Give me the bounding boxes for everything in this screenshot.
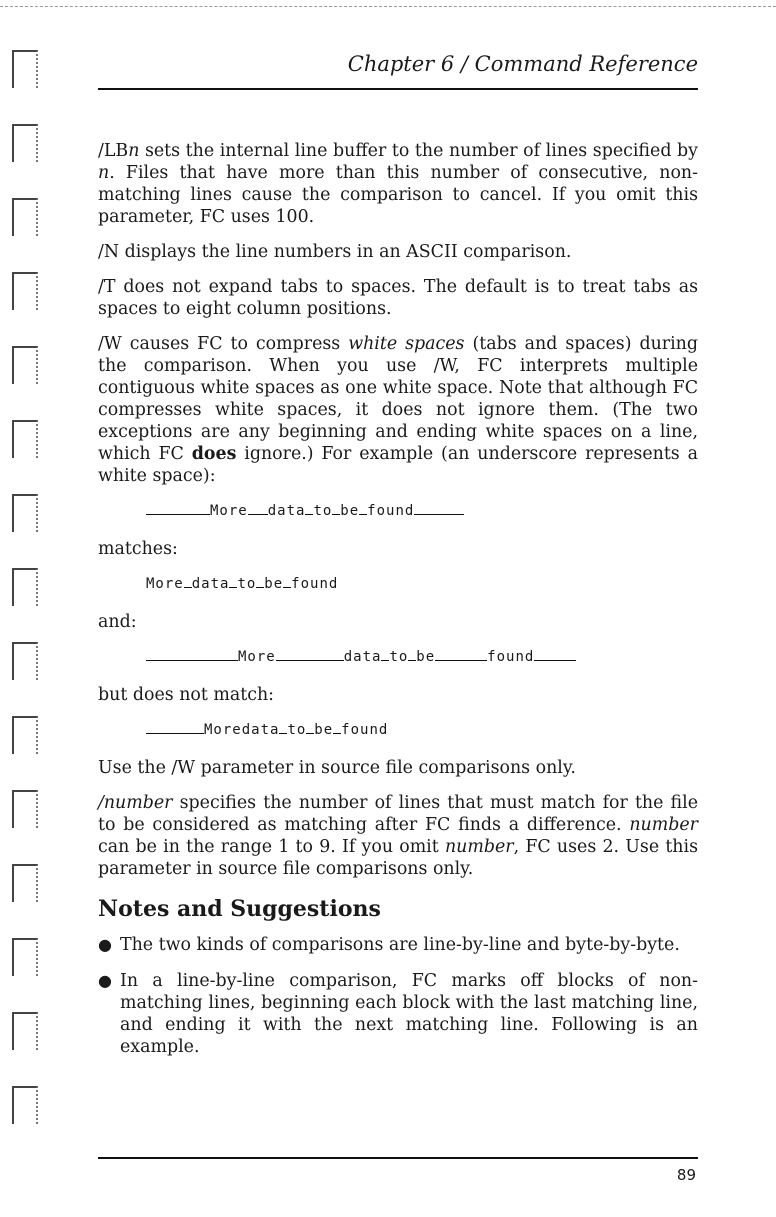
binder-mark [12,50,38,88]
binder-mark [12,642,38,680]
binder-mark [12,1012,38,1050]
footer-rule [98,1157,698,1159]
text: /W causes FC to compress [98,334,349,354]
word: to [237,576,257,592]
label-matches: matches: [98,539,178,559]
scan-top-edge [0,6,776,7]
binder-mark [12,790,38,828]
text-italic: /number [98,793,173,813]
binder-mark [12,1086,38,1124]
word: be [416,649,436,665]
text: , FC uses 2. Use this parameter in source file comparisons only. [98,837,698,879]
list-item [98,970,698,1058]
text: sets the internal line buffer to the number of lines specified by [139,141,698,161]
paragraph-lb [98,140,698,228]
text-bold: does [191,444,237,464]
word: data [191,576,230,592]
word: found [367,503,415,519]
text: ignore.) For example (an underscore represents a white space): [98,444,698,486]
binder-mark [12,346,38,384]
page-body [98,140,698,1072]
binder-mark [12,198,38,236]
page-number: 89 [676,1166,696,1184]
binder-mark [12,938,38,976]
binder-mark [12,494,38,532]
example-line-4 [146,719,698,741]
text-italic: number [444,837,514,857]
example-line-2 [146,573,698,595]
binder-hole-marks [8,40,48,1160]
list-item-text: In a line-by-line comparison, FC marks off blocks of non-matching lines, beginning each block with the last matching line, and ending it with the next matching line. Following is an example. [120,971,698,1057]
binder-mark [12,420,38,458]
word: to [313,503,333,519]
binder-mark [12,864,38,902]
paragraph-n: /N displays the line numbers in an ASCII comparison. [98,242,572,262]
word: to [389,649,409,665]
text-italic: n [128,141,140,161]
binder-mark [12,568,38,606]
word: More [210,503,248,519]
word: to [287,722,307,738]
paragraph-number [98,792,698,880]
word: found [291,576,339,592]
list-item-text: The two kinds of comparisons are line-by-line and byte-by-byte. [120,935,680,955]
word: Moredata [204,722,280,738]
word: More [146,576,184,592]
binder-mark [12,272,38,310]
text-italic: n [98,163,110,183]
binder-mark [12,124,38,162]
text: can be in the range 1 to 9. If you omit [98,837,445,857]
word: be [264,576,284,592]
word: data [267,503,306,519]
bullet-icon: ● [98,935,112,954]
notes-list [98,934,698,1058]
text: specifies the number of lines that must match for the file to be considered as matching after FC finds a difference. [98,793,698,835]
example-line-1 [146,500,698,522]
text-italic: white spaces [348,334,465,354]
word: found [341,722,389,738]
text: /LB [98,141,129,161]
word: be [314,722,334,738]
bullet-icon: ● [98,971,112,990]
paragraph-use-w: Use the /W parameter in source file comparisons only. [98,758,576,778]
text-italic: number [629,815,698,835]
paragraph-t: /T does not expand tabs to spaces. The default is to treat tabs as spaces to eight column positions. [98,277,698,319]
paragraph-w [98,333,698,487]
section-heading: Notes and Suggestions [98,896,381,922]
label-and: and: [98,612,137,632]
header-rule [98,88,698,90]
label-not-match: but does not match: [98,685,275,705]
binder-mark [12,716,38,754]
word: data [343,649,382,665]
example-line-3 [146,646,698,668]
word: More [238,649,276,665]
word: be [340,503,360,519]
word: found [487,649,535,665]
list-item [98,934,698,956]
running-header: Chapter 6 / Command Reference [347,52,698,76]
text: . Files that have more than this number of consecutive, non-matching lines cause the comparison to cancel. If you omit this parameter, FC uses 100. [98,163,698,227]
text: (tabs and spaces) during the comparison. When you use /W, FC interprets multiple contiguous white spaces as one white space. Note that although FC compresses white spaces, it does not ignore them. (The two exceptions are any beginning and ending white spaces on a line, which FC [98,334,698,464]
